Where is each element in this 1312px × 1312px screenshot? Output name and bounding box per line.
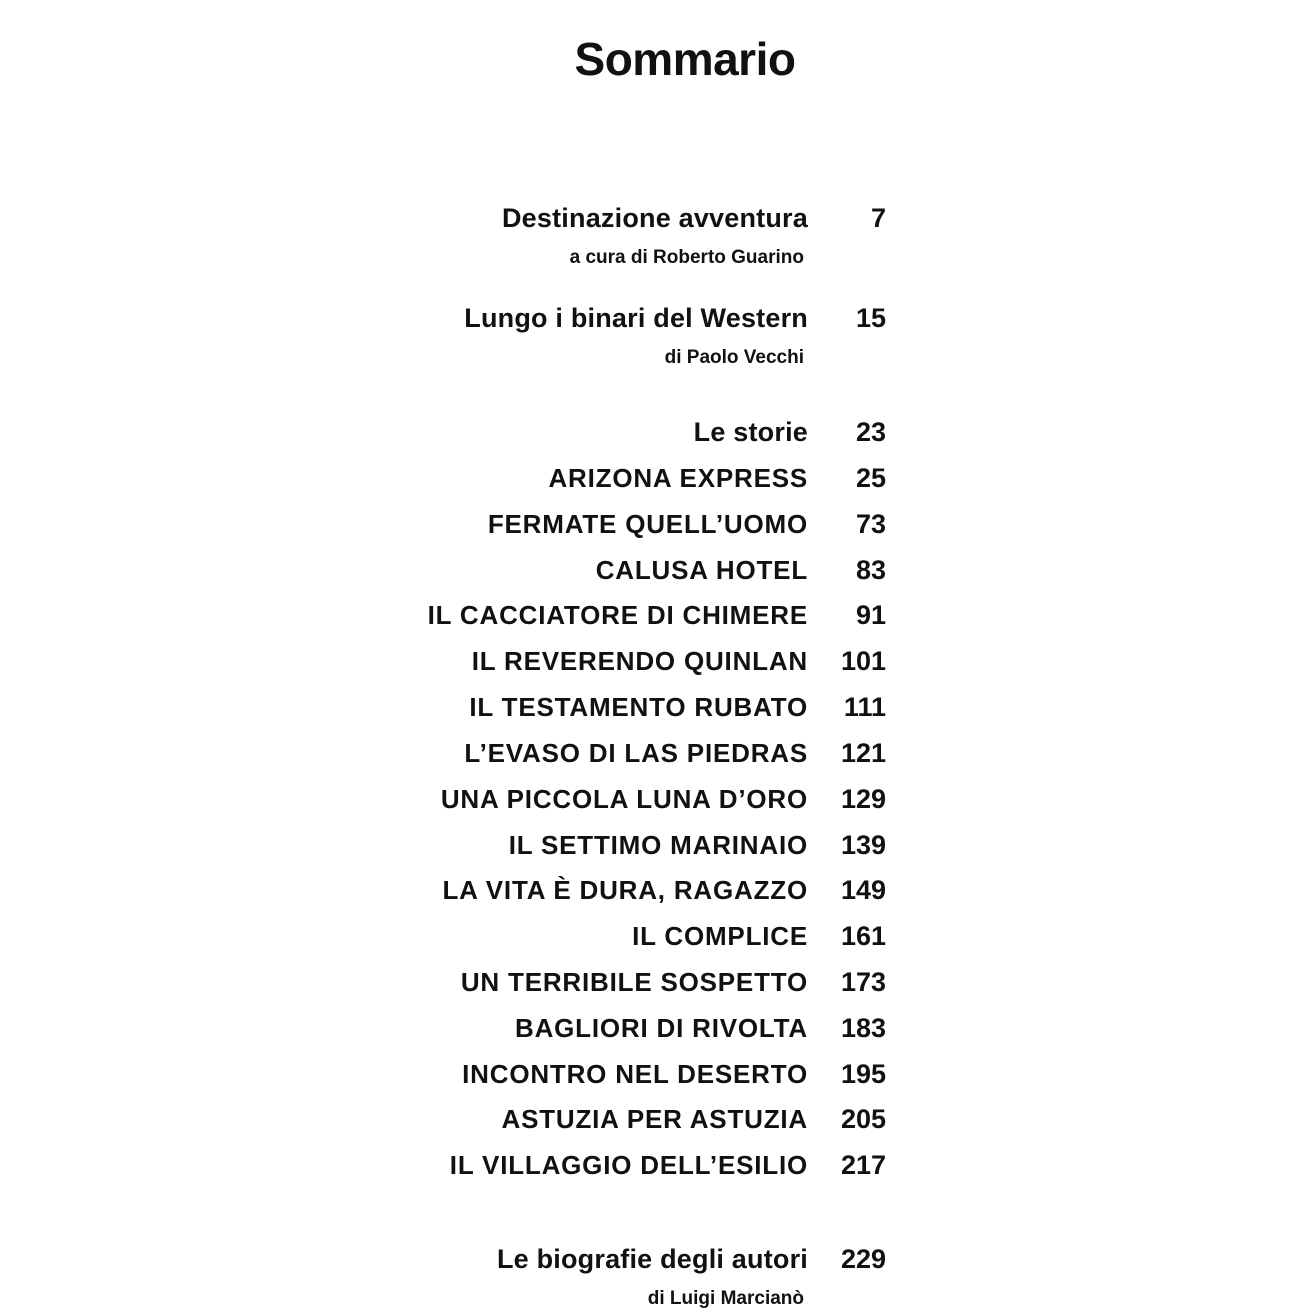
toc-entry-title: INCONTRO NEL DESERTO <box>462 1059 808 1089</box>
toc-entry-title: FERMATE QUELL’UOMO <box>487 509 808 539</box>
toc-entry-story[interactable] <box>300 781 890 825</box>
toc-entry-title: UN TERRIBILE SOSPETTO <box>460 967 808 997</box>
toc-entry-title: Lungo i binari del Western <box>464 303 808 333</box>
toc-entry-stories-heading[interactable] <box>300 414 890 458</box>
toc-entry-page: 205 <box>840 1104 886 1134</box>
toc-entry-title: IL REVERENDO QUINLAN <box>471 646 808 676</box>
toc-entry-title: Destinazione avventura <box>501 203 808 233</box>
toc-entry-title: IL VILLAGGIO DELL’ESILIO <box>449 1150 808 1180</box>
toc-entry-page: 129 <box>840 784 886 814</box>
toc-entry-page: 149 <box>840 875 886 905</box>
toc-entry-intro[interactable] <box>300 200 890 244</box>
toc-entry-closing[interactable] <box>300 1241 890 1285</box>
toc-entry-page: 121 <box>840 738 886 768</box>
toc-entry-page: 173 <box>840 967 886 997</box>
toc-entry-story[interactable] <box>300 827 890 871</box>
toc-entry-title: ASTUZIA PER ASTUZIA <box>501 1104 808 1134</box>
toc-entry-page: 23 <box>855 417 886 447</box>
toc-entry-page: 73 <box>855 509 886 539</box>
toc-entry-page: 111 <box>843 692 886 722</box>
toc-entry-story[interactable] <box>300 552 890 596</box>
toc-entry-title: IL CACCIATORE DI CHIMERE <box>427 600 808 630</box>
toc-entry-page: 217 <box>840 1150 886 1180</box>
toc-entry-title: IL SETTIMO MARINAIO <box>508 830 808 860</box>
toc-entry-page: 229 <box>840 1244 886 1274</box>
toc-entry-page: 15 <box>855 303 886 333</box>
toc-entry-page: 25 <box>855 463 886 493</box>
toc-entry-intro[interactable] <box>300 300 890 344</box>
toc-entry-story[interactable] <box>300 1147 890 1191</box>
toc-entry-story[interactable] <box>300 1101 890 1145</box>
toc-entry-title: Le storie <box>693 417 808 447</box>
toc-entry-page: 7 <box>870 203 886 233</box>
toc-entry-page: 161 <box>840 921 886 951</box>
toc-entry-page: 91 <box>855 600 886 630</box>
toc-entry-page: 139 <box>840 830 886 860</box>
toc-entry-title: L’EVASO DI LAS PIEDRAS <box>464 738 808 768</box>
toc-entry-byline: di Luigi Marcianò <box>647 1288 804 1309</box>
toc-entry-title: Le biografie degli autori <box>496 1244 808 1274</box>
toc-entry-story[interactable] <box>300 643 890 687</box>
toc-entry-byline: a cura di Roberto Guarino <box>569 247 804 268</box>
toc-entry-byline: di Paolo Vecchi <box>664 347 804 368</box>
toc-entry-story[interactable] <box>300 597 890 641</box>
table-of-contents <box>300 0 890 1312</box>
toc-entry-title: CALUSA HOTEL <box>595 555 808 585</box>
toc-entry-page: 83 <box>855 555 886 585</box>
page-title: Sommario <box>574 32 796 85</box>
toc-entry-story[interactable] <box>300 918 890 962</box>
toc-entry-title: IL TESTAMENTO RUBATO <box>469 692 808 722</box>
toc-entry-page: 183 <box>840 1013 886 1043</box>
toc-entry-title: UNA PICCOLA LUNA D’ORO <box>440 784 808 814</box>
toc-entry-story[interactable] <box>300 872 890 916</box>
toc-entry-title: IL COMPLICE <box>632 921 808 951</box>
toc-entry-story[interactable] <box>300 460 890 504</box>
toc-entry-title: ARIZONA EXPRESS <box>548 463 808 493</box>
toc-entry-story[interactable] <box>300 964 890 1008</box>
toc-entry-page: 101 <box>840 646 886 676</box>
toc-entry-story[interactable] <box>300 1010 890 1054</box>
toc-entry-page: 195 <box>840 1059 886 1089</box>
toc-entry-story[interactable] <box>300 735 890 779</box>
toc-entry-story[interactable] <box>300 506 890 550</box>
toc-entry-story[interactable] <box>300 1056 890 1100</box>
toc-entry-title: LA VITA È DURA, RAGAZZO <box>442 875 808 905</box>
toc-entry-title: BAGLIORI DI RIVOLTA <box>515 1013 808 1043</box>
toc-entry-story[interactable] <box>300 689 890 733</box>
